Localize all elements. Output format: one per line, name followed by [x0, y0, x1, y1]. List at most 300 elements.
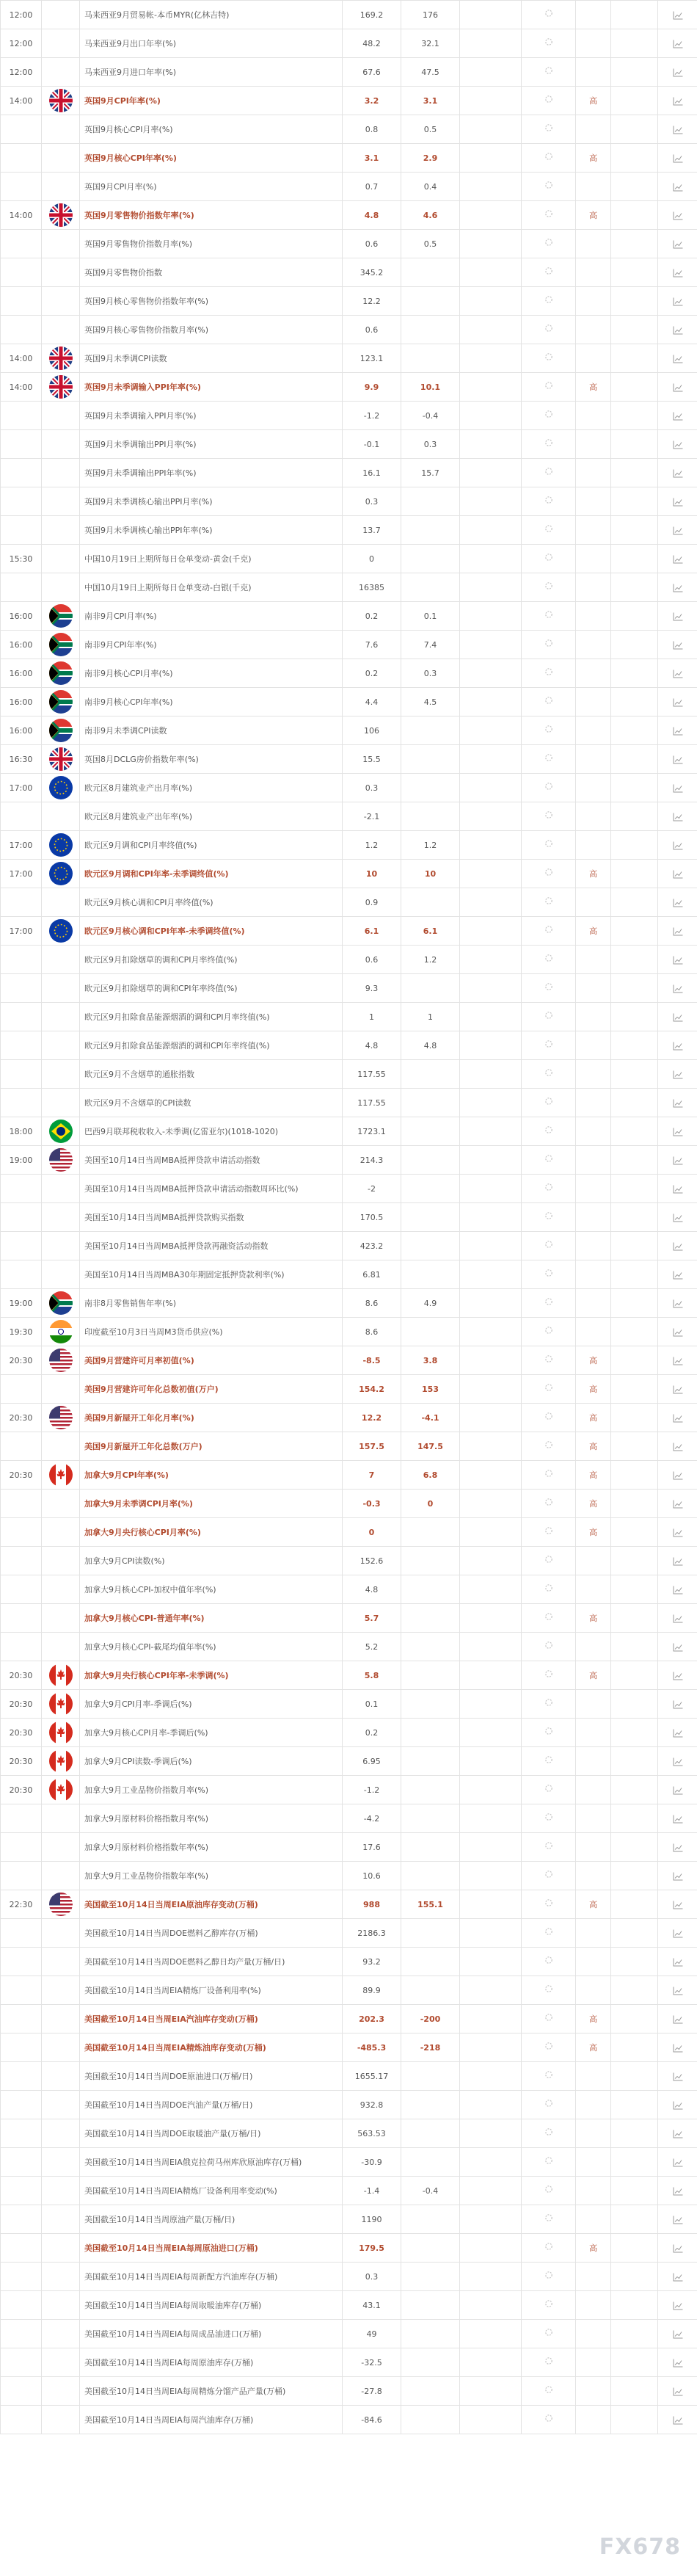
chart-link[interactable]: [658, 1776, 697, 1804]
chart-link[interactable]: [658, 230, 697, 258]
chart-link[interactable]: [658, 1117, 697, 1146]
actual-value: [460, 1575, 522, 1604]
chart-link[interactable]: [658, 1976, 697, 2005]
time-cell: 17:00: [1, 917, 42, 946]
chart-link[interactable]: [658, 974, 697, 1003]
time-cell: [1, 1575, 42, 1604]
status-icon: [522, 29, 576, 58]
chart-link[interactable]: [658, 1575, 697, 1604]
time-cell: 22:30: [1, 1890, 42, 1919]
chart-link[interactable]: [658, 2119, 697, 2148]
status-icon: [522, 1404, 576, 1432]
flag-cell: [42, 1404, 80, 1432]
indicator-name[interactable]: 美国至10月14日当周MBA抵押贷款申请活动指数周环比(%): [80, 1175, 343, 1203]
indicator-name[interactable]: 巴西9月联邦税收收入-未季调(亿雷亚尔)(1018-1020): [80, 1117, 343, 1146]
indicator-name[interactable]: 加拿大9月原材料价格指数年率(%): [80, 1833, 343, 1862]
actual-value: [460, 1833, 522, 1862]
time-cell: [1, 2005, 42, 2033]
chart-link[interactable]: [658, 917, 697, 946]
chart-link[interactable]: [658, 2320, 697, 2348]
indicator-name[interactable]: 加拿大9月未季调CPI月率(%): [80, 1490, 343, 1518]
indicator-name[interactable]: 欧元区9月调和CPI月率终值(%): [80, 831, 343, 860]
status-icon: [522, 2291, 576, 2320]
table-row: [1, 459, 697, 487]
chart-link[interactable]: [658, 2091, 697, 2119]
indicator-name[interactable]: 美国截至10月14日当周EIA每周原油进口(万桶): [80, 2234, 343, 2263]
chart-link[interactable]: [658, 1547, 697, 1575]
status-icon: [522, 1776, 576, 1804]
indicator-name[interactable]: 美国截至10月14日当周EIA每周取暖油库存(万桶): [80, 2291, 343, 2320]
forecast-value: [401, 1318, 460, 1346]
chart-link[interactable]: [658, 602, 697, 631]
line-chart-icon: [673, 1901, 683, 1909]
interpretation-cell: [611, 1232, 658, 1260]
time-cell: [1, 1432, 42, 1461]
importance-badge: [576, 573, 611, 602]
chart-link[interactable]: [658, 1031, 697, 1060]
status-icon: [522, 974, 576, 1003]
chart-link[interactable]: [658, 487, 697, 516]
chart-link[interactable]: [658, 2005, 697, 2033]
chart-link[interactable]: [658, 2348, 697, 2377]
flag-cell: [42, 1089, 80, 1117]
chart-link[interactable]: [658, 688, 697, 716]
indicator-name[interactable]: 美国截至10月14日当周EIA每周原油库存(万桶): [80, 2348, 343, 2377]
chart-link[interactable]: [658, 545, 697, 573]
actual-value: [460, 1031, 522, 1060]
indicator-name[interactable]: 美国截至10月14日当周EIA每周精炼分馏产品产量(万桶): [80, 2377, 343, 2406]
indicator-name[interactable]: 欧元区9月扣除烟草的调和CPI月率终值(%): [80, 946, 343, 974]
importance-badge: [576, 1060, 611, 1089]
chart-link[interactable]: [658, 1146, 697, 1175]
chart-link[interactable]: [658, 2177, 697, 2205]
chart-link[interactable]: [658, 516, 697, 545]
line-chart-icon: [673, 2101, 683, 2110]
status-icon: [522, 1432, 576, 1461]
indicator-name[interactable]: 英国9月零售物价指数年率(%): [80, 201, 343, 230]
chart-link[interactable]: [658, 402, 697, 430]
indicator-name[interactable]: 加拿大9月工业品物价指数月率(%): [80, 1776, 343, 1804]
chart-link[interactable]: [658, 201, 697, 230]
status-icon: [522, 946, 576, 974]
indicator-name[interactable]: 英国9月未季调输出PPI月率(%): [80, 430, 343, 459]
indicator-name[interactable]: 英国9月未季调输入PPI年率(%): [80, 373, 343, 402]
chart-link[interactable]: [658, 316, 697, 344]
indicator-name[interactable]: 美国9月新屋开工年化月率(%): [80, 1404, 343, 1432]
importance-badge: [576, 2377, 611, 2406]
chart-link[interactable]: [658, 1890, 697, 1919]
indicator-name[interactable]: 英国9月核心CPI月率(%): [80, 115, 343, 144]
indicator-name[interactable]: 英国9月CPI月率(%): [80, 173, 343, 201]
indicator-name[interactable]: 欧元区9月核心调和CPI年率-未季调终值(%): [80, 917, 343, 946]
chart-link[interactable]: [658, 1289, 697, 1318]
chart-link[interactable]: [658, 2406, 697, 2434]
chart-link[interactable]: [658, 173, 697, 201]
chart-link[interactable]: [658, 1833, 697, 1862]
importance-badge: [576, 745, 611, 774]
time-cell: [1, 2033, 42, 2062]
importance-badge: [576, 1031, 611, 1060]
indicator-name[interactable]: 英国9月核心CPI年率(%): [80, 144, 343, 173]
chart-link[interactable]: [658, 631, 697, 659]
indicator-name[interactable]: 美国至10月14日当周MBA抵押贷款再融资活动指数: [80, 1232, 343, 1260]
flag-cell: [42, 802, 80, 831]
indicator-name[interactable]: 加拿大9月核心CPI-截尾均值年率(%): [80, 1633, 343, 1661]
indicator-name[interactable]: 欧元区9月扣除食品能源烟酒的调和CPI年率终值(%): [80, 1031, 343, 1060]
chart-link[interactable]: [658, 1089, 697, 1117]
indicator-name[interactable]: 美国截至10月14日当周EIA每周汽油库存(万桶): [80, 2406, 343, 2434]
chart-link[interactable]: [658, 1518, 697, 1547]
table-row: [1, 2205, 697, 2234]
indicator-name[interactable]: 美国至10月14日当周MBA抵押贷款购买指数: [80, 1203, 343, 1232]
indicator-name[interactable]: 欧元区8月建筑业产出月率(%): [80, 774, 343, 802]
table-row: [1, 516, 697, 545]
interpretation-cell: [611, 373, 658, 402]
actual-value: [460, 2148, 522, 2177]
status-icon: [522, 487, 576, 516]
chart-link[interactable]: [658, 1490, 697, 1518]
indicator-name[interactable]: 南非9月核心CPI年率(%): [80, 688, 343, 716]
chart-link[interactable]: [658, 258, 697, 287]
chart-link[interactable]: [658, 1060, 697, 1089]
importance-badge: [576, 230, 611, 258]
indicator-name[interactable]: 加拿大9月CPI读数(%): [80, 1547, 343, 1575]
importance-badge: 高: [576, 2005, 611, 2033]
forecast-value: 153: [401, 1375, 460, 1404]
indicator-name[interactable]: 加拿大9月核心CPI-普通年率(%): [80, 1604, 343, 1633]
importance-badge: [576, 802, 611, 831]
chart-link[interactable]: [658, 1747, 697, 1776]
chart-link[interactable]: [658, 946, 697, 974]
us-flag-icon: [49, 1349, 73, 1372]
indicator-name[interactable]: 加拿大9月核心CPI-加权中值年率(%): [80, 1575, 343, 1604]
line-chart-icon: [673, 641, 683, 650]
table-row: [1, 258, 697, 287]
line-chart-icon: [673, 927, 683, 936]
indicator-name[interactable]: 美国至10月14日当周MBA抵押贷款申请活动指数: [80, 1146, 343, 1175]
chart-link[interactable]: [658, 1604, 697, 1633]
indicator-name[interactable]: 中国10月19日上期所每日仓单变动-白银(千克): [80, 573, 343, 602]
chart-link[interactable]: [658, 1661, 697, 1690]
actual-value: [460, 2062, 522, 2091]
chart-link[interactable]: [658, 573, 697, 602]
forecast-value: [401, 316, 460, 344]
previous-value: -27.8: [343, 2377, 401, 2406]
indicator-name[interactable]: 中国10月19日上期所每日仓单变动-黄金(千克): [80, 545, 343, 573]
actual-value: [460, 1976, 522, 2005]
table-row: [1, 2377, 697, 2406]
time-cell: [1, 1919, 42, 1948]
flag-cell: [42, 1232, 80, 1260]
actual-value: [460, 573, 522, 602]
status-icon: [522, 402, 576, 430]
forecast-value: -0.4: [401, 402, 460, 430]
indicator-name[interactable]: 美国截至10月14日当周EIA每周新配方汽油库存(万桶): [80, 2263, 343, 2291]
chart-link[interactable]: [658, 1, 697, 29]
table-row: [1, 2291, 697, 2320]
forecast-value: [401, 1117, 460, 1146]
indicator-name[interactable]: 英国8月DCLG房价指数年率(%): [80, 745, 343, 774]
interpretation-cell: [611, 917, 658, 946]
chart-link[interactable]: [658, 860, 697, 888]
status-icon: [522, 2234, 576, 2263]
indicator-name[interactable]: 美国截至10月14日当周原油产量(万桶/日): [80, 2205, 343, 2234]
indicator-name[interactable]: 英国9月未季调核心输出PPI月率(%): [80, 487, 343, 516]
previous-value: 0: [343, 1518, 401, 1547]
indicator-name[interactable]: 加拿大9月CPI月率-季调后(%): [80, 1690, 343, 1719]
actual-value: [460, 831, 522, 860]
indicator-name[interactable]: 美国截至10月14日当周EIA原油库存变动(万桶): [80, 1890, 343, 1919]
indicator-name[interactable]: 美国截至10月14日当周EIA精炼厂设备利用率(%): [80, 1976, 343, 2005]
actual-value: [460, 917, 522, 946]
previous-value: -1.2: [343, 402, 401, 430]
indicator-name[interactable]: 美国截至10月14日当周EIA汽油库存变动(万桶): [80, 2005, 343, 2033]
indicator-name[interactable]: 英国9月核心零售物价指数年率(%): [80, 287, 343, 316]
line-chart-icon: [673, 326, 683, 335]
forecast-value: [401, 1833, 460, 1862]
chart-link[interactable]: [658, 115, 697, 144]
time-cell: [1, 1833, 42, 1862]
table-row: [1, 2148, 697, 2177]
flag-cell: [42, 516, 80, 545]
line-chart-icon: [673, 469, 683, 478]
chart-link[interactable]: [658, 831, 697, 860]
indicator-name[interactable]: 南非9月CPI月率(%): [80, 602, 343, 631]
previous-value: 4.8: [343, 1575, 401, 1604]
chart-link[interactable]: [658, 1862, 697, 1890]
time-cell: [1, 2377, 42, 2406]
indicator-name[interactable]: 英国9月核心零售物价指数月率(%): [80, 316, 343, 344]
indicator-name[interactable]: 美国截至10月14日当周EIA每周成品油进口(万桶): [80, 2320, 343, 2348]
chart-link[interactable]: [658, 2148, 697, 2177]
flag-cell: [42, 230, 80, 258]
chart-link[interactable]: [658, 287, 697, 316]
indicator-name[interactable]: 美国截至10月14日当周DOE汽油产量(万桶/日): [80, 2091, 343, 2119]
forecast-value: 0.4: [401, 173, 460, 201]
chart-link[interactable]: [658, 1346, 697, 1375]
chart-link[interactable]: [658, 1260, 697, 1289]
actual-value: [460, 716, 522, 745]
forecast-value: 4.9: [401, 1289, 460, 1318]
indicator-name[interactable]: 美国截至10月14日当周DOE原油进口(万桶/日): [80, 2062, 343, 2091]
line-chart-icon: [673, 1385, 683, 1394]
chart-link[interactable]: [658, 888, 697, 917]
chart-link[interactable]: [658, 1804, 697, 1833]
forecast-value: [401, 2263, 460, 2291]
flag-cell: [42, 373, 80, 402]
chart-link[interactable]: [658, 1203, 697, 1232]
interpretation-cell: [611, 1260, 658, 1289]
chart-link[interactable]: [658, 1318, 697, 1346]
chart-link[interactable]: [658, 344, 697, 373]
importance-badge: 高: [576, 1518, 611, 1547]
chart-link[interactable]: [658, 802, 697, 831]
line-chart-icon: [673, 1958, 683, 1967]
chart-link[interactable]: [658, 1003, 697, 1031]
time-cell: [1, 1003, 42, 1031]
chart-link[interactable]: [658, 1432, 697, 1461]
table-row: [1, 1003, 697, 1031]
chart-link[interactable]: [658, 1948, 697, 1976]
indicator-name[interactable]: 南非8月零售销售年率(%): [80, 1289, 343, 1318]
forecast-value: [401, 2406, 460, 2434]
chart-link[interactable]: [658, 2205, 697, 2234]
time-cell: [1, 173, 42, 201]
indicator-name[interactable]: 南非9月核心CPI月率(%): [80, 659, 343, 688]
chart-link[interactable]: [658, 745, 697, 774]
indicator-name[interactable]: 美国截至10月14日当周EIA精炼油库存变动(万桶): [80, 2033, 343, 2062]
indicator-name[interactable]: 英国9月未季调核心输出PPI年率(%): [80, 516, 343, 545]
indicator-name[interactable]: 马来西亚9月进口年率(%): [80, 58, 343, 87]
chart-link[interactable]: [658, 1461, 697, 1490]
indicator-name[interactable]: 欧元区9月不含烟草的CPI读数: [80, 1089, 343, 1117]
previous-value: 214.3: [343, 1146, 401, 1175]
flag-cell: [42, 2005, 80, 2033]
indicator-name[interactable]: 马来西亚9月贸易帐-本币MYR(亿林吉特): [80, 1, 343, 29]
chart-link[interactable]: [658, 58, 697, 87]
previous-value: 0: [343, 545, 401, 573]
chart-link[interactable]: [658, 2291, 697, 2320]
chart-link[interactable]: [658, 1719, 697, 1747]
flag-cell: [42, 344, 80, 373]
indicator-name[interactable]: 美国截至10月14日当周DOE燃料乙醇日均产量(万桶/日): [80, 1948, 343, 1976]
indicator-name[interactable]: 印度截至10月3日当周M3货币供应(%): [80, 1318, 343, 1346]
importance-badge: [576, 602, 611, 631]
table-row: [1, 2062, 697, 2091]
chart-link[interactable]: [658, 774, 697, 802]
chart-link[interactable]: [658, 430, 697, 459]
chart-link[interactable]: [658, 2033, 697, 2062]
indicator-name[interactable]: 英国9月未季调输出PPI年率(%): [80, 459, 343, 487]
indicator-name[interactable]: 美国至10月14日当周MBA30年期固定抵押贷款利率(%): [80, 1260, 343, 1289]
indicator-name[interactable]: 英国9月未季调输入PPI月率(%): [80, 402, 343, 430]
time-cell: [1, 2320, 42, 2348]
interpretation-cell: [611, 2234, 658, 2263]
indicator-name[interactable]: 美国9月营建许可月率初值(%): [80, 1346, 343, 1375]
indicator-name[interactable]: 英国9月CPI年率(%): [80, 87, 343, 115]
indicator-name[interactable]: 加拿大9月央行核心CPI年率-未季调(%): [80, 1661, 343, 1690]
status-icon: [522, 230, 576, 258]
indicator-name[interactable]: 加拿大9月央行核心CPI月率(%): [80, 1518, 343, 1547]
chart-link[interactable]: [658, 144, 697, 173]
table-row: [1, 1776, 697, 1804]
indicator-name[interactable]: 美国9月新屋开工年化总数(万户): [80, 1432, 343, 1461]
indicator-name[interactable]: 加拿大9月CPI年率(%): [80, 1461, 343, 1490]
chart-link[interactable]: [658, 1690, 697, 1719]
table-row: [1, 1518, 697, 1547]
importance-badge: [576, 516, 611, 545]
chart-link[interactable]: [658, 1375, 697, 1404]
indicator-name[interactable]: 欧元区9月扣除烟草的调和CPI年率终值(%): [80, 974, 343, 1003]
time-cell: 20:30: [1, 1404, 42, 1432]
indicator-name[interactable]: 加拿大9月核心CPI月率-季调后(%): [80, 1719, 343, 1747]
interpretation-cell: [611, 1, 658, 29]
indicator-name[interactable]: 马来西亚9月出口年率(%): [80, 29, 343, 58]
indicator-name[interactable]: 欧元区8月建筑业产出年率(%): [80, 802, 343, 831]
flag-cell: [42, 1346, 80, 1375]
table-row: [1, 946, 697, 974]
indicator-name[interactable]: 欧元区9月核心调和CPI月率终值(%): [80, 888, 343, 917]
forecast-value: 1.2: [401, 831, 460, 860]
line-chart-icon: [673, 269, 683, 277]
table-row: [1, 602, 697, 631]
status-icon: [522, 659, 576, 688]
indicator-name[interactable]: 南非9月CPI年率(%): [80, 631, 343, 659]
interpretation-cell: [611, 545, 658, 573]
flag-cell: [42, 1948, 80, 1976]
status-icon: [522, 58, 576, 87]
chart-link[interactable]: [658, 1232, 697, 1260]
previous-value: -2.1: [343, 802, 401, 831]
line-chart-icon: [673, 2387, 683, 2396]
line-chart-icon: [673, 297, 683, 306]
interpretation-cell: [611, 1318, 658, 1346]
chart-link[interactable]: [658, 2234, 697, 2263]
interpretation-cell: [611, 1776, 658, 1804]
chart-link[interactable]: [658, 1633, 697, 1661]
chart-link[interactable]: [658, 29, 697, 58]
forecast-value: [401, 344, 460, 373]
line-chart-icon: [673, 1070, 683, 1079]
indicator-name[interactable]: 英国9月零售物价指数: [80, 258, 343, 287]
chart-link[interactable]: [658, 2377, 697, 2406]
indicator-name[interactable]: 英国9月未季调CPI读数: [80, 344, 343, 373]
flag-cell: [42, 631, 80, 659]
chart-link[interactable]: [658, 87, 697, 115]
chart-link[interactable]: [658, 659, 697, 688]
indicator-name[interactable]: 南非9月未季调CPI读数: [80, 716, 343, 745]
indicator-name[interactable]: 欧元区9月调和CPI年率-未季调终值(%): [80, 860, 343, 888]
indicator-name[interactable]: 美国截至10月14日当周DOE燃料乙醇库存(万桶): [80, 1919, 343, 1948]
forecast-value: 1.2: [401, 946, 460, 974]
status-icon: [522, 1346, 576, 1375]
status-icon: [522, 316, 576, 344]
line-chart-icon: [673, 211, 683, 220]
indicator-name[interactable]: 美国截至10月14日当周EIA精炼厂设备利用率变动(%): [80, 2177, 343, 2205]
indicator-name[interactable]: 美国截至10月14日当周DOE取暖油产量(万桶/日): [80, 2119, 343, 2148]
indicator-name[interactable]: 欧元区9月扣除食品能源烟酒的调和CPI月率终值(%): [80, 1003, 343, 1031]
flag-cell: [42, 1490, 80, 1518]
indicator-name[interactable]: 英国9月零售物价指数月率(%): [80, 230, 343, 258]
indicator-name[interactable]: 美国9月营建许可年化总数初值(万户): [80, 1375, 343, 1404]
indicator-name[interactable]: 美国截至10月14日当周EIA俄克拉荷马州库欣原油库存(万桶): [80, 2148, 343, 2177]
forecast-value: [401, 1719, 460, 1747]
status-icon: [522, 87, 576, 115]
flag-cell: [42, 1003, 80, 1031]
table-row: [1, 688, 697, 716]
indicator-name[interactable]: 加拿大9月CPI读数-季调后(%): [80, 1747, 343, 1776]
interpretation-cell: [611, 2205, 658, 2234]
chart-link[interactable]: [658, 459, 697, 487]
interpretation-cell: [611, 1862, 658, 1890]
indicator-name[interactable]: 加拿大9月工业品物价指数年率(%): [80, 1862, 343, 1890]
chart-link[interactable]: [658, 716, 697, 745]
time-cell: [1, 2263, 42, 2291]
chart-link[interactable]: [658, 1919, 697, 1948]
line-chart-icon: [673, 1929, 683, 1938]
chart-link[interactable]: [658, 2263, 697, 2291]
indicator-name[interactable]: 欧元区9月不含烟草的通胀指数: [80, 1060, 343, 1089]
chart-link[interactable]: [658, 1404, 697, 1432]
status-icon: [522, 1490, 576, 1518]
chart-link[interactable]: [658, 2062, 697, 2091]
flag-cell: [42, 2234, 80, 2263]
indicator-name[interactable]: 加拿大9月原材料价格指数月率(%): [80, 1804, 343, 1833]
actual-value: [460, 688, 522, 716]
actual-value: [460, 2320, 522, 2348]
chart-link[interactable]: [658, 1175, 697, 1203]
chart-link[interactable]: [658, 373, 697, 402]
